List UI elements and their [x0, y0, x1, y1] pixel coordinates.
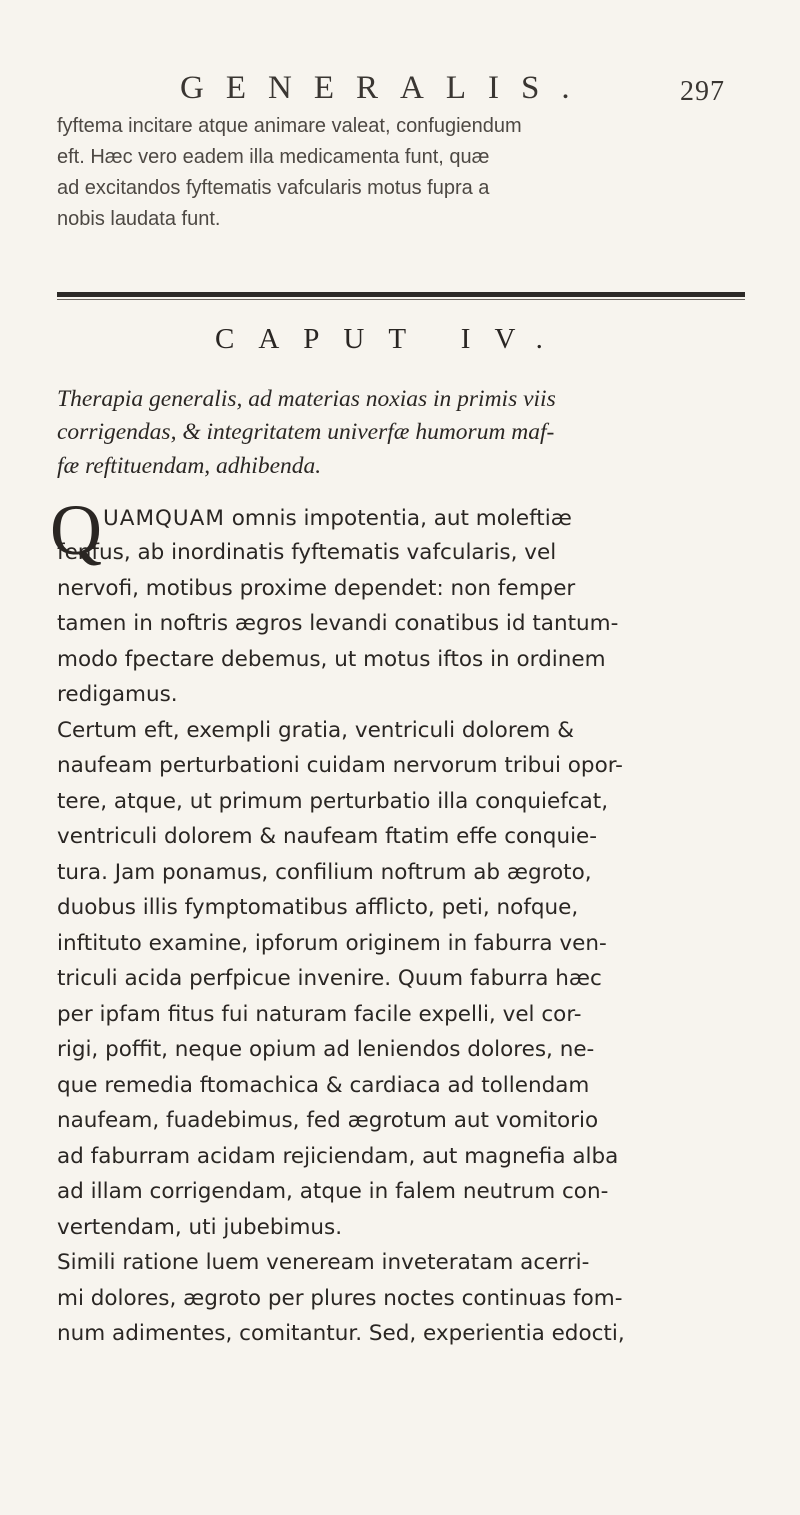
body-line: tura. Jam ponamus, confilium noftrum ab ægroto, — [57, 859, 592, 885]
body-line: mi dolores, ægroto per plures noctes continuas fom- — [57, 1285, 623, 1311]
subtitle-line: Therapia generalis, ad materias noxias in primis viis — [57, 386, 556, 412]
intro-line: fyftema incitare atque animare valeat, confugiendum — [57, 115, 522, 137]
body-line: nervofi, motibus proxime dependet: non femper — [57, 575, 576, 601]
body-line: triculi acida perfpicue invenire. Quum faburra hæc — [57, 966, 602, 991]
body-first-line — [103, 506, 753, 531]
body-line: redigamus. — [57, 682, 178, 707]
body-line: ventriculi dolorem & naufeam ftatim effe conquie- — [57, 824, 598, 849]
body-line: que remedia ftomachica & cardiaca ad tollendam — [57, 1072, 590, 1098]
body-line: inftituto examine, ipforum originem in faburra ven- — [57, 930, 607, 956]
body-line: num adimentes, comitantur. Sed, experientia edocti, — [57, 1321, 625, 1346]
body-line: Simili ratione luem veneream inveteratam acerri- — [57, 1250, 590, 1275]
body-line: naufeam, fuadebimus, fed ægrotum aut vomitorio — [57, 1108, 599, 1133]
body-line: vertendam, uti jubebimus. — [57, 1214, 343, 1240]
intro-line: nobis laudata funt. — [57, 208, 221, 230]
body-line: ad illam corrigendam, atque in falem neutrum con- — [57, 1179, 609, 1204]
intro-line: ad excitandos fyftematis vafcularis motus fupra a — [57, 177, 490, 199]
subtitle-line: corrigendas, & integritatem univerfæ humorum maf- — [57, 419, 555, 445]
page-number: 297 — [680, 76, 725, 107]
running-head-title: GENERALIS. — [180, 70, 592, 106]
body-line: tamen in noftris ægros levandi conatibus id tantum- — [57, 611, 619, 636]
body-line: naufeam perturbationi cuidam nervorum tribui opor- — [57, 753, 623, 778]
chapter-heading: CAPUT IV. — [215, 323, 567, 355]
body-line: duobus illis fymptomatibus afflicto, peti, nofque, — [57, 895, 579, 920]
first-word-smallcaps: UAMQUAM — [103, 506, 225, 531]
body-line: fenfus, ab inordinatis fyftematis vafcularis, vel — [57, 540, 557, 565]
section-rule-heavy — [57, 292, 745, 297]
body-line: rigi, poffit, neque opium ad leniendos dolores, ne- — [57, 1037, 595, 1062]
body-line: per ipfam fitus fui naturam facile expelli, vel cor- — [57, 1001, 582, 1027]
first-line-rest: omnis impotentia, aut moleftiæ — [224, 506, 572, 531]
body-line: ad faburram acidam rejiciendam, aut magnefia alba — [57, 1143, 619, 1169]
intro-line: eft. Hæc vero eadem illa medicamenta funt, quæ — [57, 146, 490, 168]
section-rule-thin — [57, 299, 745, 300]
drop-cap-letter: Q — [50, 490, 102, 570]
subtitle-line: fæ reftituendam, adhibenda. — [57, 453, 322, 479]
body-line: modo fpectare debemus, ut motus iftos in ordinem — [57, 646, 606, 672]
body-line: Certum eft, exempli gratia, ventriculi dolorem & — [57, 717, 574, 743]
body-line: tere, atque, ut primum perturbatio illa conquiefcat, — [57, 788, 609, 814]
